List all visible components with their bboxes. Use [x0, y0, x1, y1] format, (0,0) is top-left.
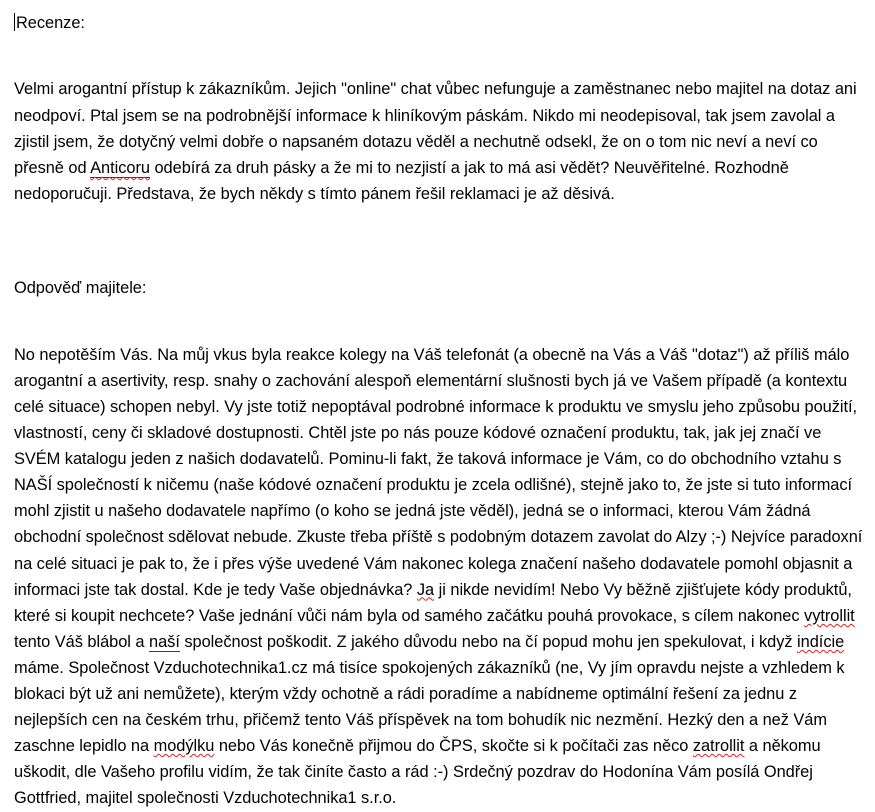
misspelled-word-ja[interactable]: Ja — [416, 580, 435, 599]
reply-text-part-6: nebo Vás konečně přijmou do ČPS, skočte si k počítači zas něco — [214, 737, 693, 756]
review-body-text-part-1: Velmi arogantní přístup k zákazníkům. Jejich "online" chat vůbec nefunguje a zaměstnanec nebo majitel na dotaz ani neodpoví. Ptal jsem se na podrobnější informace k hliníkovým páskám. Nikdo mi neodepisoval, tak jsem zavolal a zjistil jsem, že dotyčný velmi dobře o napsaném dotazu věděl a nechutně odsekl, že on o tom nic neví a neví co přesně od — [14, 80, 862, 177]
reply-text-part-2: ji nikde nevidím! Nebo Vy běžně zjišťujete kódy produktů, které si koupit nechcete? Vaše jednání vůči nám byla od samého začátku pouhá provokace, s cílem nakonec — [14, 580, 857, 625]
misspelled-word-indicie[interactable]: indície — [797, 632, 845, 651]
reply-text-part-3: tento Váš blábol a — [14, 606, 860, 651]
misspelled-word-modylku[interactable]: modýlku — [153, 737, 215, 756]
review-body-paragraph[interactable] — [14, 76, 869, 206]
owner-reply-heading — [14, 275, 869, 301]
spacer-after-review-heading — [14, 36, 869, 60]
review-body-text-part-2: odebírá za druh pásky a že mi to nezjistí a jak to má asi vědět? Neuvěřitelné. Rozhodně nedoporučuji. Představa, že bych někdy s tímto pánem řešil reklamaci je až děsivá. — [14, 158, 794, 203]
text-cursor — [14, 13, 15, 31]
misspelled-word-zatrollit[interactable]: zatrollit — [692, 737, 745, 756]
spacer-between-sections — [14, 223, 869, 275]
review-heading-label: Recenze: — [16, 14, 85, 32]
misspelled-word-anticoru[interactable]: Anticoru — [90, 158, 150, 177]
misspelled-word-vytrollit[interactable]: vytrollit — [804, 606, 855, 625]
review-heading — [14, 10, 869, 36]
owner-reply-heading-label: Odpověď majitele: — [14, 279, 147, 298]
reply-text-part-5: máme. Společnost Vzduchotechnika1.cz má tisíce spokojených zákazníků (ne, Vy jím opravdu nejste a vzhledem k blokaci být už ani nemůžete), kterým vždy ochotně a rádi poradíme a nabídneme optimální řešení za jednu z nejlepších cen na českém trhu, přičemž tento Váš příspěvek na tom bohudík nic nezmění. Hezký den a než Vám zaschne lepidlo na — [14, 632, 850, 756]
grammar-flagged-word-nasi[interactable]: naší — [149, 632, 180, 651]
owner-reply-body-paragraph[interactable] — [14, 342, 869, 812]
reply-text-part-1: No nepotěším Vás. Na můj vkus byla reakce kolegy na Váš telefonát (a obecně na Vás a Váš "dotaz") až příliš málo arogantní a asertivity, resp. snahy o zachování alespoň elementární slušnosti bych já ve Vašem případě (a kontextu celé situace) schopen nebyl. Vy jste totiž nepoptával podrobné informace k produktu ve smyslu jeho způsobu použití, vlastností, ceny či skladové dostupnosti. Chtěl jste po nás pouze kódové označení produktu, tak, jak jej značí ve SVÉM katalogu jeden z našich dodavatelů. Pominu-li fakt, že taková informace je Vám, co do obchodního vztahu s NAŠÍ společností k ničemu (naše kódové označení produktu je zcela odlišné), stejně jako to, že jste si tuto informací mohl zjistit u našeho dodavatele napřímo (o koho se jedná jste věděl), jedná se o informaci, kterou Vám žádná obchodní společnost sdělovat nebude. Zkuste třeba příště s podobným dotazem zavolat do Alzy ;-) Nejvíce paradoxní na celé situaci je pak to, že i přes výše uvedené Vám nakonec kolega značení našeho dodavatele pomohl objasnit a informaci jste tak dostal. Kde je tedy Vaše objednávka? — [14, 345, 867, 599]
reply-text-part-4: společnost poškodit. Z jakého důvodu nebo na čí popud mohu jen spekulovat, i když — [179, 632, 798, 651]
reply-text-part-7: a někomu uškodit, dle Vašeho profilu vidím, že tak činíte často a rád :-) Srdečný pozdrav do Hodonína Vám posílá Ondřej Gottfried, majitel společnosti Vzduchotechnika1 s.r.o. — [14, 737, 826, 808]
spacer-after-reply-heading — [14, 301, 869, 325]
